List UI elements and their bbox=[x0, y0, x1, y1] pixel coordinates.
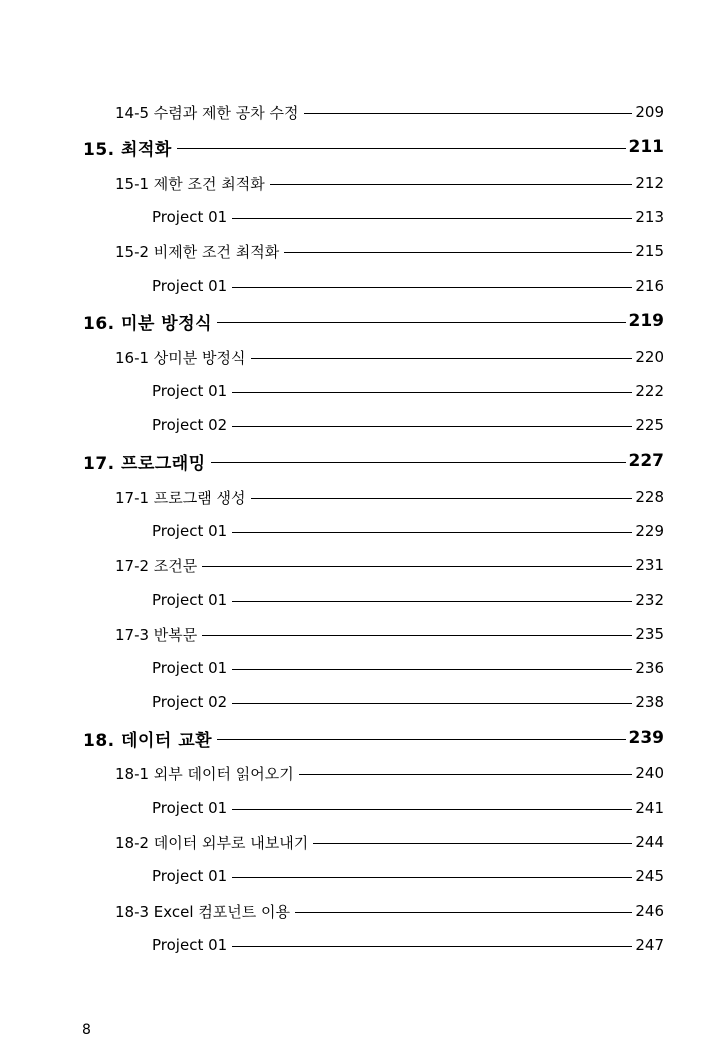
toc-project bbox=[152, 520, 664, 542]
toc-entry bbox=[115, 172, 664, 194]
toc-leader-line bbox=[251, 498, 633, 499]
toc-project-title: Project 01 bbox=[152, 277, 228, 295]
toc-project bbox=[152, 934, 664, 956]
toc-entry-title: 14-5 수렴과 제한 공차 수정 bbox=[115, 103, 299, 122]
toc-entry-title: 17-2 조건문 bbox=[115, 556, 198, 575]
toc-leader-line bbox=[232, 809, 632, 810]
toc-project-page: 247 bbox=[635, 936, 664, 954]
toc-leader-line bbox=[202, 635, 632, 636]
toc-leader-line bbox=[217, 739, 625, 740]
toc-entry bbox=[115, 623, 664, 645]
toc-project-page: 229 bbox=[635, 522, 664, 540]
toc-project-page: 225 bbox=[635, 416, 664, 434]
toc-leader-line bbox=[232, 218, 632, 219]
toc-entry-page: 235 bbox=[635, 625, 664, 643]
toc-leader-line bbox=[251, 358, 633, 359]
toc-entry bbox=[115, 900, 664, 922]
toc-chapter-title: 15. 최적화 bbox=[83, 139, 172, 160]
toc-project bbox=[152, 380, 664, 402]
toc-leader-line bbox=[232, 392, 632, 393]
toc-entry-page: 246 bbox=[635, 902, 664, 920]
toc-entry-title: 17-1 프로그램 생성 bbox=[115, 488, 246, 507]
toc-project-page: 232 bbox=[635, 591, 664, 609]
toc-entry-page: 244 bbox=[635, 833, 664, 851]
toc-leader-line bbox=[284, 252, 632, 253]
toc-project-page: 222 bbox=[635, 382, 664, 400]
toc-chapter bbox=[83, 135, 664, 159]
toc-entry-page: 240 bbox=[635, 764, 664, 782]
toc-project bbox=[152, 865, 664, 887]
toc-entry-page: 209 bbox=[635, 103, 664, 121]
toc-project bbox=[152, 275, 664, 297]
toc-leader-line bbox=[313, 843, 632, 844]
toc-leader-line bbox=[232, 669, 632, 670]
toc-project-title: Project 01 bbox=[152, 936, 228, 954]
toc-leader-line bbox=[177, 148, 626, 149]
toc-leader-line bbox=[232, 946, 632, 947]
toc-entry bbox=[115, 101, 664, 123]
toc-leader-line bbox=[232, 703, 632, 704]
toc-entry-title: 18-1 외부 데이터 읽어오기 bbox=[115, 764, 294, 783]
page-number: 8 bbox=[82, 1022, 91, 1038]
toc-leader-line bbox=[217, 322, 625, 323]
toc-project-title: Project 02 bbox=[152, 416, 228, 434]
toc-project bbox=[152, 206, 664, 228]
toc-project-title: Project 01 bbox=[152, 591, 228, 609]
toc-entry bbox=[115, 831, 664, 853]
toc-leader-line bbox=[232, 532, 632, 533]
toc-project bbox=[152, 691, 664, 713]
toc-chapter-title: 17. 프로그래밍 bbox=[83, 453, 206, 474]
toc-chapter-title: 18. 데이터 교환 bbox=[83, 730, 213, 751]
toc-entry-page: 231 bbox=[635, 556, 664, 574]
toc-leader-line bbox=[232, 877, 632, 878]
toc-entry-title: 18-3 Excel 컴포넌트 이용 bbox=[115, 902, 291, 921]
toc-project-page: 245 bbox=[635, 867, 664, 885]
toc-chapter bbox=[83, 449, 664, 473]
toc-project-title: Project 01 bbox=[152, 867, 228, 885]
toc-project bbox=[152, 657, 664, 679]
toc-project bbox=[152, 589, 664, 611]
toc-leader-line bbox=[299, 774, 633, 775]
toc-project-title: Project 01 bbox=[152, 799, 228, 817]
toc-entry bbox=[115, 240, 664, 262]
toc-entry bbox=[115, 486, 664, 508]
toc-chapter bbox=[83, 309, 664, 333]
toc-entry-title: 18-2 데이터 외부로 내보내기 bbox=[115, 833, 309, 852]
toc-project-title: Project 01 bbox=[152, 522, 228, 540]
toc-project-title: Project 01 bbox=[152, 208, 228, 226]
toc-leader-line bbox=[232, 601, 632, 602]
toc-project bbox=[152, 797, 664, 819]
toc-entry-title: 16-1 상미분 방정식 bbox=[115, 348, 246, 367]
toc-leader-line bbox=[202, 566, 632, 567]
toc-project-page: 238 bbox=[635, 693, 664, 711]
toc-project-title: Project 01 bbox=[152, 659, 228, 677]
toc-leader-line bbox=[304, 113, 633, 114]
toc-chapter-page: 211 bbox=[628, 137, 664, 157]
toc-leader-line bbox=[211, 462, 626, 463]
toc-chapter-page: 219 bbox=[628, 311, 664, 331]
toc-leader-line bbox=[270, 184, 633, 185]
toc-entry-title: 17-3 반복문 bbox=[115, 625, 198, 644]
toc-entry-page: 228 bbox=[635, 488, 664, 506]
toc-project-page: 213 bbox=[635, 208, 664, 226]
toc-chapter bbox=[83, 726, 664, 750]
toc-chapter-page: 227 bbox=[628, 451, 664, 471]
toc-leader-line bbox=[232, 287, 632, 288]
toc-entry-page: 220 bbox=[635, 348, 664, 366]
toc-project-title: Project 01 bbox=[152, 382, 228, 400]
toc-entry-page: 212 bbox=[635, 174, 664, 192]
toc-entry bbox=[115, 762, 664, 784]
toc-entry-title: 15-2 비제한 조건 최적화 bbox=[115, 242, 280, 261]
toc-project-title: Project 02 bbox=[152, 693, 228, 711]
toc-entry-title: 15-1 제한 조건 최적화 bbox=[115, 174, 265, 193]
toc-project-page: 241 bbox=[635, 799, 664, 817]
toc-chapter-page: 239 bbox=[628, 728, 664, 748]
toc-leader-line bbox=[295, 912, 632, 913]
toc-project-page: 216 bbox=[635, 277, 664, 295]
toc-chapter-title: 16. 미분 방정식 bbox=[83, 313, 213, 334]
toc-entry-page: 215 bbox=[635, 242, 664, 260]
toc-project bbox=[152, 414, 664, 436]
toc-entry bbox=[115, 554, 664, 576]
toc-entry bbox=[115, 346, 664, 368]
toc-project-page: 236 bbox=[635, 659, 664, 677]
toc-leader-line bbox=[232, 426, 632, 427]
